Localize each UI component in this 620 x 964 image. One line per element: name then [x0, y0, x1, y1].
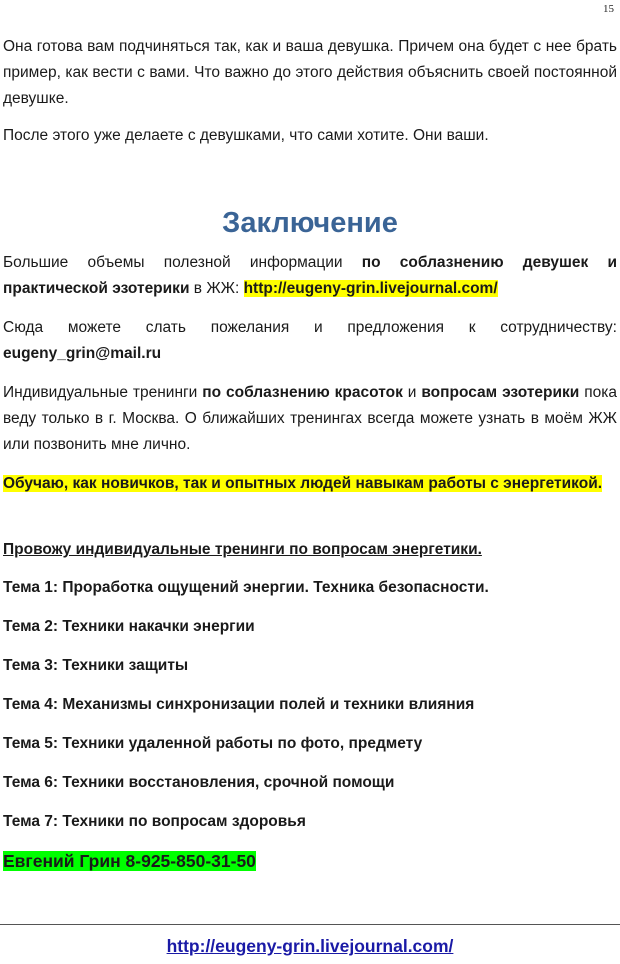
intro-paragraph-2: После этого уже делаете с девушками, что сами хотите. Они ваши.: [3, 127, 489, 144]
contact-text: Сюда можете слать пожелания и предложения к сотрудничеству:: [3, 319, 617, 336]
topic-item-6: Тема 6: Техники восстановления, срочной помощи: [3, 774, 395, 791]
intro-paragraph-1: Она готова вам подчиняться так, как и ваша девушка. Причем она будет с нее брать пример, как вести с вами. Что важно до этого действия объяснить своей постоянной девушке.: [3, 38, 617, 107]
topic-item-1: Тема 1: Проработка ощущений энергии. Техника безопасности.: [3, 579, 489, 596]
conclusion-paragraph-3: [3, 380, 617, 458]
contact-phone: Евгений Грин 8-925-850-31-50: [3, 851, 256, 871]
info-where: в ЖЖ:: [189, 280, 244, 297]
trainings-text: Индивидуальные тренинги: [3, 384, 203, 401]
topic-item-3: Тема 3: Техники защиты: [3, 657, 189, 674]
conclusion-paragraph-1: [3, 250, 617, 302]
trainings-location: пока веду только в г. Москва. О ближайших тренингах всегда можете узнать в моём ЖЖ или позвонить мне лично.: [3, 384, 618, 453]
contact-line: [3, 848, 617, 876]
footer-link[interactable]: http://eugeny-grin.livejournal.com/: [166, 936, 454, 956]
trainings-topic-2: вопросам эзотерики: [421, 384, 580, 401]
topic-item-2: Тема 2: Техники накачки энергии: [3, 618, 255, 635]
trainings-title: Провожу индивидуальные тренинги по вопросам энергетики.: [3, 541, 482, 558]
info-text: Большие объемы полезной информации: [3, 254, 362, 271]
livejournal-link[interactable]: http://eugeny-grin.livejournal.com/: [243, 280, 498, 297]
topic-item-7: Тема 7: Техники по вопросам здоровья: [3, 813, 306, 830]
page-number: 15: [603, 3, 614, 15]
topic-item-4: Тема 4: Механизмы синхронизации полей и техники влияния: [3, 696, 475, 713]
trainings-topic-1: по соблазнению красоток: [202, 384, 403, 401]
footer-divider: [0, 924, 620, 925]
info-topics: по соблазнению девушек и практической эзотерики: [3, 254, 617, 297]
conclusion-paragraph-2: [3, 315, 617, 367]
section-heading: Заключение: [222, 207, 398, 239]
trainings-and: и: [402, 384, 422, 401]
topic-item-5: Тема 5: Техники удаленной работы по фото, предмету: [3, 735, 423, 752]
teaching-highlight: Обучаю, как новичков, так и опытных людей навыкам работы с энергетикой.: [3, 475, 603, 492]
teaching-paragraph: [3, 471, 617, 497]
email-address[interactable]: eugeny_grin@mail.ru: [3, 345, 162, 362]
